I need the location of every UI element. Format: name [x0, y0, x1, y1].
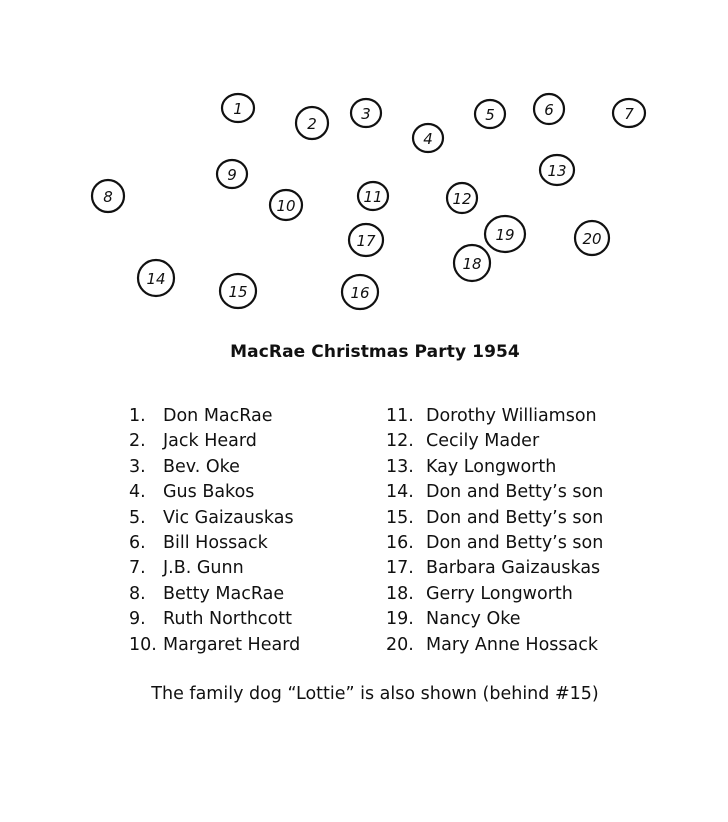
legend-item-number: 9.: [129, 609, 146, 630]
legend-item-name: Nancy Oke: [426, 609, 521, 630]
legend-item-name: Bev. Oke: [163, 456, 240, 477]
marker-number: 9: [227, 166, 237, 184]
legend-item-name: Jack Heard: [163, 431, 257, 452]
marker-number: 14: [146, 270, 166, 288]
legend-item: [386, 455, 603, 480]
legend-item: [386, 404, 603, 429]
legend-item: [129, 607, 300, 632]
legend-item: [129, 582, 300, 607]
legend-item: [386, 607, 603, 632]
legend-item-number: 18.: [386, 583, 414, 604]
legend-item-number: 4.: [129, 482, 146, 503]
marker-number: 10: [276, 197, 296, 215]
marker-10: [270, 190, 302, 220]
legend-item-number: 2.: [129, 431, 146, 452]
legend-item-number: 20.: [386, 634, 414, 655]
marker-11: [358, 182, 388, 210]
legend-item: [386, 531, 603, 556]
marker-number: 16: [350, 284, 370, 302]
marker-number: 6: [544, 101, 554, 119]
marker-20: [575, 221, 609, 255]
legend-item-number: 16.: [386, 532, 414, 553]
marker-14: [138, 260, 174, 296]
marker-3: [351, 99, 381, 127]
marker-number: 5: [485, 106, 495, 124]
legend-item-number: 11.: [386, 406, 414, 426]
marker-12: [447, 183, 477, 213]
legend-item-name: Barbara Gaizauskas: [426, 558, 601, 579]
marker-number: 1: [233, 100, 243, 118]
marker-19: [485, 216, 525, 252]
marker-number: 2: [307, 115, 317, 133]
legend-item: [129, 429, 300, 454]
marker-5: [475, 100, 505, 128]
marker-number: 17: [356, 232, 376, 250]
legend-item-name: Don and Betty’s son: [426, 507, 604, 528]
marker-4: [413, 124, 443, 152]
legend-item-name: Gus Bakos: [163, 482, 255, 503]
legend-item-number: 6.: [129, 532, 146, 553]
marker-number: 8: [103, 188, 113, 206]
legend-item-name: J.B. Gunn: [163, 558, 244, 579]
legend-item-number: 14.: [386, 482, 414, 503]
legend-item-name: Margaret Heard: [163, 634, 301, 655]
legend-item-name: Mary Anne Hossack: [426, 634, 599, 655]
legend-item-name: Ruth Northcott: [163, 609, 292, 630]
legend-item-number: 8.: [129, 583, 146, 604]
legend-item-number: 15.: [386, 507, 414, 528]
legend-item-number: 1.: [129, 406, 146, 426]
marker-8: [92, 180, 124, 212]
legend-item: [386, 556, 603, 581]
marker-17: [349, 224, 383, 256]
marker-1: [222, 94, 254, 122]
marker-15: [220, 274, 256, 308]
marker-number: 3: [361, 105, 371, 123]
legend-item-number: 13.: [386, 456, 414, 477]
legend-right-column: [386, 404, 603, 658]
legend-item-name: Don and Betty’s son: [426, 532, 604, 553]
legend-item-name: Cecily Mader: [426, 431, 540, 452]
legend-item-number: 17.: [386, 558, 414, 579]
legend-item: [129, 455, 300, 480]
position-diagram-svg: [0, 0, 728, 330]
legend-item-name: Vic Gaizauskas: [163, 507, 294, 528]
marker-number: 4: [423, 130, 433, 148]
marker-number: 18: [462, 255, 482, 273]
legend-item-number: 7.: [129, 558, 146, 579]
legend-item-name: Dorothy Williamson: [426, 406, 597, 426]
legend-item: [386, 480, 603, 505]
legend-item: [129, 531, 300, 556]
legend-item-name: Betty MacRae: [163, 583, 285, 604]
marker-9: [217, 160, 247, 188]
marker-16: [342, 275, 378, 309]
marker-18: [454, 245, 490, 281]
marker-6: [534, 94, 564, 124]
marker-number: 13: [547, 162, 567, 180]
legend-item: [386, 582, 603, 607]
legend-item-number: 12.: [386, 431, 414, 452]
page-title: MacRae Christmas Party 1954: [230, 342, 520, 362]
legend-item: [129, 556, 300, 581]
legend-item: [386, 506, 603, 531]
legend-item-name: Kay Longworth: [426, 456, 557, 477]
marker-number: 7: [624, 105, 634, 123]
legend-item-number: 5.: [129, 507, 146, 528]
marker-number: 19: [495, 226, 515, 244]
marker-number: 20: [582, 230, 602, 248]
legend-item: [129, 633, 300, 658]
legend-item: [129, 506, 300, 531]
legend-item-name: Don and Betty’s son: [426, 482, 604, 503]
legend-item-number: 10.: [129, 634, 157, 655]
legend-item-name: Gerry Longworth: [426, 583, 573, 604]
marker-7: [613, 99, 645, 127]
marker-13: [540, 155, 574, 185]
legend-item-number: 3.: [129, 456, 146, 477]
legend-left-column: [129, 404, 300, 658]
legend-item-name: Don MacRae: [163, 406, 273, 426]
legend-item-name: Bill Hossack: [163, 532, 268, 553]
marker-number: 11: [363, 188, 383, 206]
marker-number: 15: [228, 283, 248, 301]
legend-item: [386, 633, 603, 658]
legend-item-number: 19.: [386, 609, 414, 630]
marker-2: [296, 107, 328, 139]
marker-number: 12: [452, 190, 472, 208]
position-diagram: [0, 0, 728, 330]
footnote: The family dog “Lottie” is also shown (behind #15): [151, 684, 599, 704]
legend-item: [386, 429, 603, 454]
legend-item: [129, 480, 300, 505]
legend-item: [129, 404, 300, 429]
